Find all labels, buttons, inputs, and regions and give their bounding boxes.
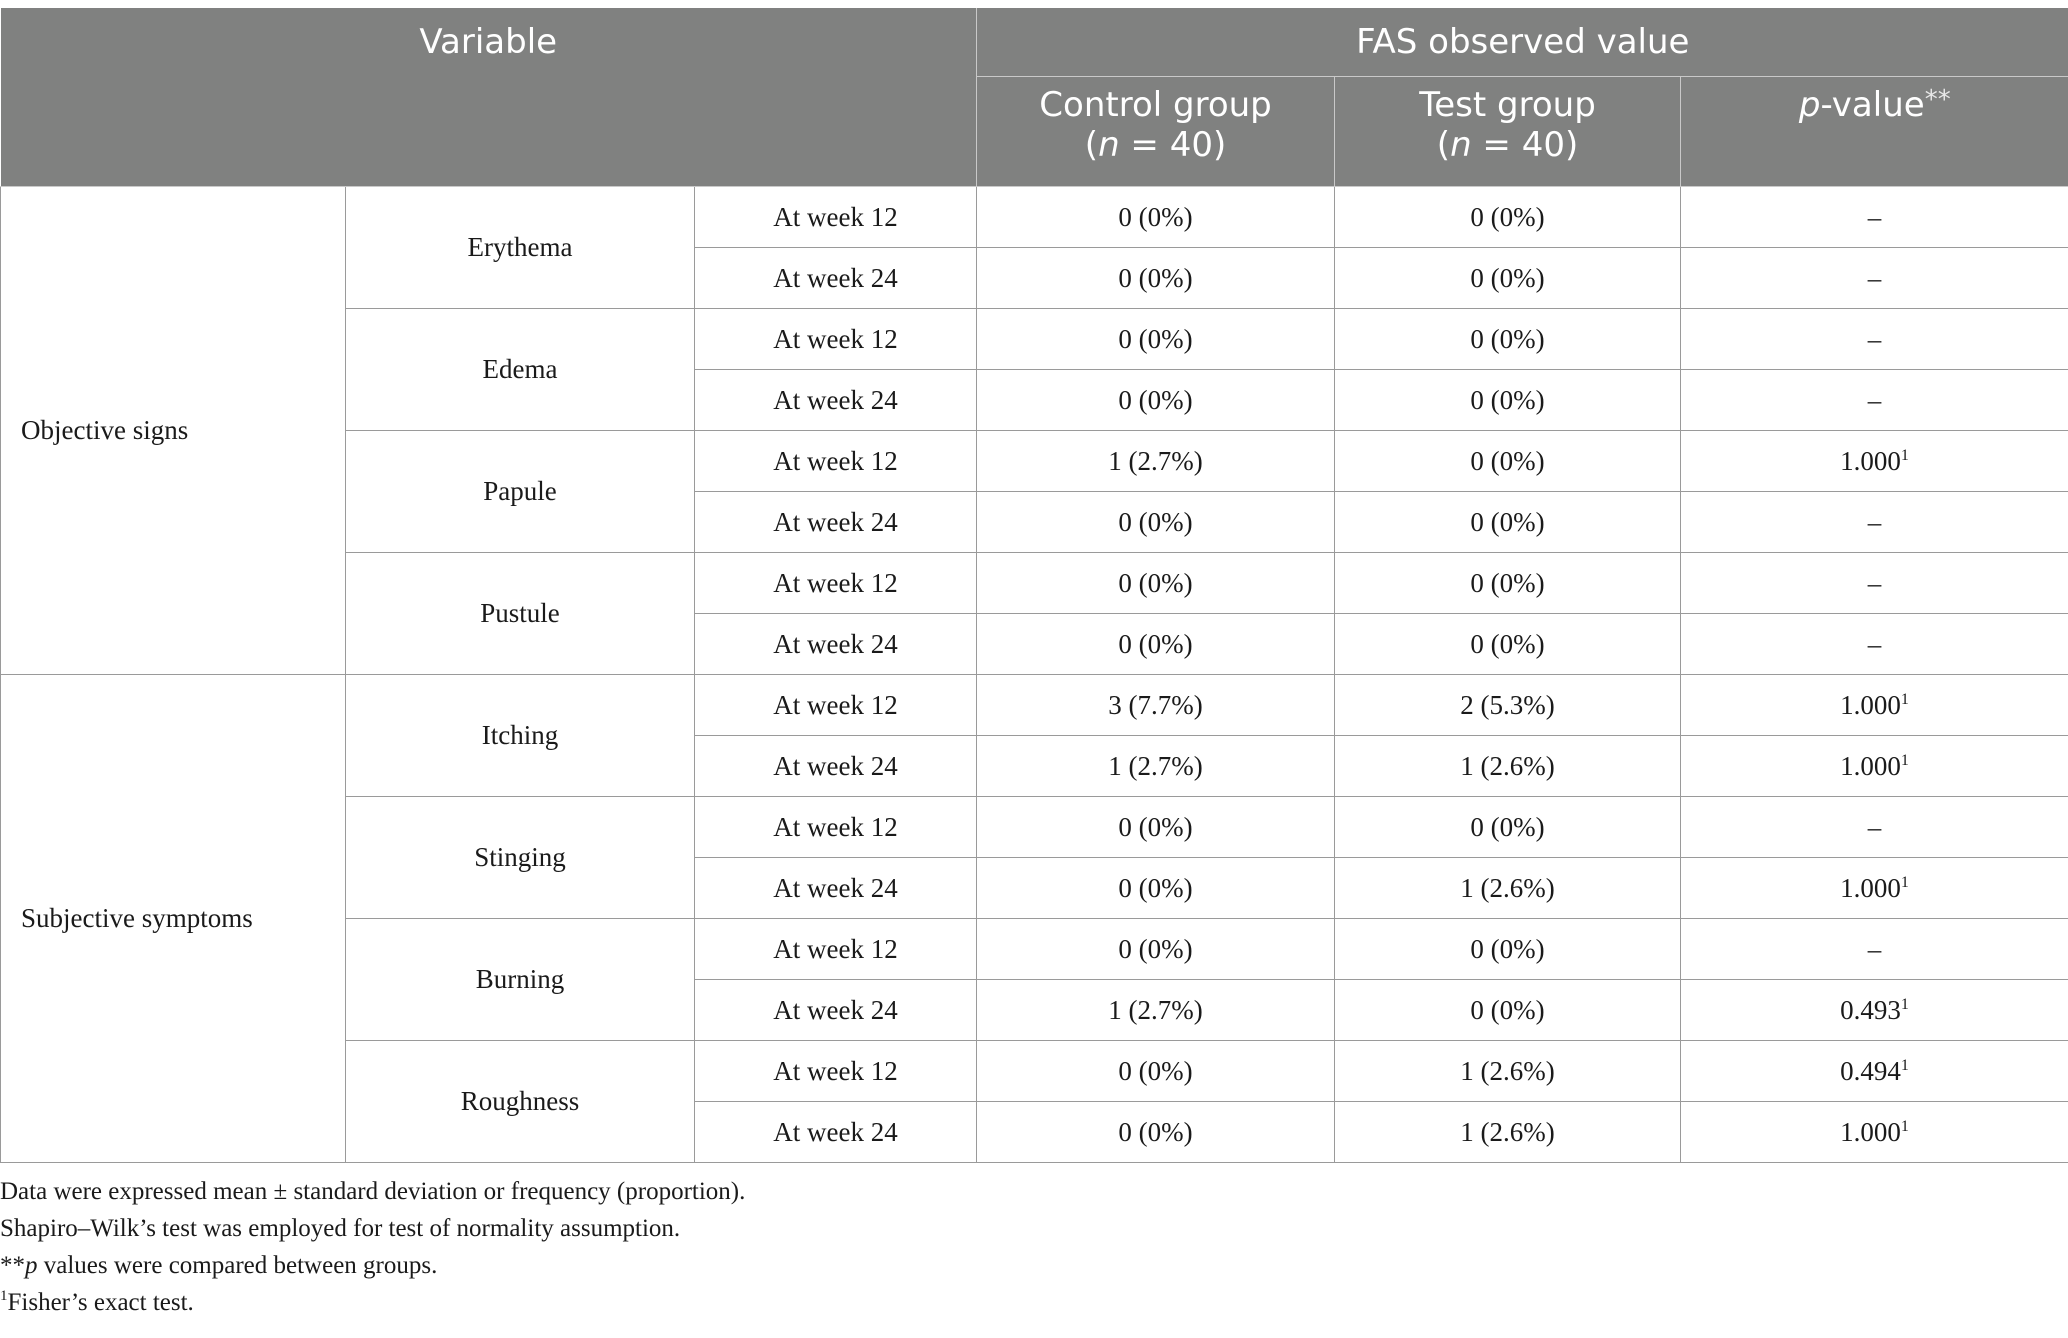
variable-name: Erythema xyxy=(346,187,695,309)
time-point-cell: At week 12 xyxy=(695,1041,977,1102)
table-footnotes xyxy=(0,1173,2068,1321)
control-value-cell: 1 (2.7%) xyxy=(977,980,1335,1041)
p-value-cell: – xyxy=(1681,309,2068,370)
p-value-cell: – xyxy=(1681,187,2068,248)
control-value-cell: 0 (0%) xyxy=(977,370,1335,431)
results-table xyxy=(0,8,2068,1163)
header-test-label: Test group xyxy=(1419,85,1596,125)
table-row xyxy=(1,187,2068,248)
control-value-cell: 0 (0%) xyxy=(977,797,1335,858)
test-value-cell: 0 (0%) xyxy=(1335,370,1681,431)
control-value-cell: 1 (2.7%) xyxy=(977,431,1335,492)
time-point-cell: At week 24 xyxy=(695,1102,977,1163)
time-point-cell: At week 24 xyxy=(695,370,977,431)
time-point-cell: At week 24 xyxy=(695,980,977,1041)
test-value-cell: 0 (0%) xyxy=(1335,797,1681,858)
p-value-cell: 1.000$^1$ xyxy=(1681,431,2068,492)
test-value-cell: 0 (0%) xyxy=(1335,187,1681,248)
p-value-cell: – xyxy=(1681,797,2068,858)
section-label: Subjective symptoms xyxy=(1,675,346,1163)
header-fas xyxy=(977,8,2068,77)
time-point-cell: At week 12 xyxy=(695,797,977,858)
control-value-cell: 0 (0%) xyxy=(977,309,1335,370)
p-value-cell: 1.000$^1$ xyxy=(1681,736,2068,797)
p-value-cell: – xyxy=(1681,248,2068,309)
control-value-cell: 3 (7.7%) xyxy=(977,675,1335,736)
control-value-cell: 0 (0%) xyxy=(977,1041,1335,1102)
variable-name: Stinging xyxy=(346,797,695,919)
header-control-label: Control group xyxy=(1039,85,1272,125)
header-test-n: (n = 40) xyxy=(1436,125,1579,165)
variable-name: Itching xyxy=(346,675,695,797)
time-point-cell: At week 24 xyxy=(695,248,977,309)
header-control-group xyxy=(977,77,1335,187)
control-value-cell: 0 (0%) xyxy=(977,1102,1335,1163)
time-point-cell: At week 24 xyxy=(695,858,977,919)
test-value-cell: 1 (2.6%) xyxy=(1335,1102,1681,1163)
test-value-cell: 0 (0%) xyxy=(1335,919,1681,980)
header-variable-label: Variable xyxy=(419,22,558,62)
p-value-cell: 1.000$^1$ xyxy=(1681,1102,2068,1163)
header-variable xyxy=(1,8,977,187)
table-row xyxy=(1,675,2068,736)
test-value-cell: 1 (2.6%) xyxy=(1335,858,1681,919)
footnote-p-values: **p values were compared between groups. xyxy=(0,1252,438,1279)
variable-name: Burning xyxy=(346,919,695,1041)
p-value-cell: 0.493$^1$ xyxy=(1681,980,2068,1041)
p-value-cell: – xyxy=(1681,492,2068,553)
variable-name: Papule xyxy=(346,431,695,553)
header-fas-label: FAS observed value xyxy=(1356,22,1690,62)
time-point-cell: At week 24 xyxy=(695,736,977,797)
variable-name: Pustule xyxy=(346,553,695,675)
time-point-cell: At week 12 xyxy=(695,431,977,492)
test-value-cell: 0 (0%) xyxy=(1335,492,1681,553)
time-point-cell: At week 12 xyxy=(695,553,977,614)
results-table-container xyxy=(0,8,2068,1321)
test-value-cell: 1 (2.6%) xyxy=(1335,736,1681,797)
p-value-cell: – xyxy=(1681,919,2068,980)
control-value-cell: 0 (0%) xyxy=(977,187,1335,248)
control-value-cell: 1 (2.7%) xyxy=(977,736,1335,797)
header-control-n: (n = 40) xyxy=(1084,125,1227,165)
control-value-cell: 0 (0%) xyxy=(977,614,1335,675)
time-point-cell: At week 12 xyxy=(695,187,977,248)
time-point-cell: At week 12 xyxy=(695,675,977,736)
time-point-cell: At week 12 xyxy=(695,309,977,370)
p-value-cell: 0.494$^1$ xyxy=(1681,1041,2068,1102)
test-value-cell: 0 (0%) xyxy=(1335,553,1681,614)
test-value-cell: 0 (0%) xyxy=(1335,980,1681,1041)
p-value-cell: – xyxy=(1681,553,2068,614)
results-table-body xyxy=(1,187,2068,1163)
test-value-cell: 0 (0%) xyxy=(1335,309,1681,370)
control-value-cell: 0 (0%) xyxy=(977,553,1335,614)
footnote-data-expression: Data were expressed mean ± standard deviation or frequency (proportion). xyxy=(0,1178,746,1205)
p-value-cell: – xyxy=(1681,614,2068,675)
time-point-cell: At week 24 xyxy=(695,614,977,675)
control-value-cell: 0 (0%) xyxy=(977,248,1335,309)
p-value-cell: 1.000$^1$ xyxy=(1681,675,2068,736)
test-value-cell: 2 (5.3%) xyxy=(1335,675,1681,736)
test-value-cell: 1 (2.6%) xyxy=(1335,1041,1681,1102)
variable-name: Edema xyxy=(346,309,695,431)
section-label: Objective signs xyxy=(1,187,346,675)
control-value-cell: 0 (0%) xyxy=(977,858,1335,919)
control-value-cell: 0 (0%) xyxy=(977,492,1335,553)
header-row-top xyxy=(1,8,2068,77)
variable-name: Roughness xyxy=(346,1041,695,1163)
footnote-fisher-test: $^1$Fisher’s exact test. xyxy=(0,1288,194,1316)
footnote-normality-test: Shapiro–Wilk’s test was employed for test of normality assumption. xyxy=(0,1215,681,1242)
test-value-cell: 0 (0%) xyxy=(1335,614,1681,675)
test-value-cell: 0 (0%) xyxy=(1335,431,1681,492)
test-value-cell: 0 (0%) xyxy=(1335,248,1681,309)
p-value-cell: 1.000$^1$ xyxy=(1681,858,2068,919)
control-value-cell: 0 (0%) xyxy=(977,919,1335,980)
header-p-value: p-value** xyxy=(1681,77,2068,187)
header-test-group xyxy=(1335,77,1681,187)
p-value-cell: – xyxy=(1681,370,2068,431)
time-point-cell: At week 12 xyxy=(695,919,977,980)
time-point-cell: At week 24 xyxy=(695,492,977,553)
